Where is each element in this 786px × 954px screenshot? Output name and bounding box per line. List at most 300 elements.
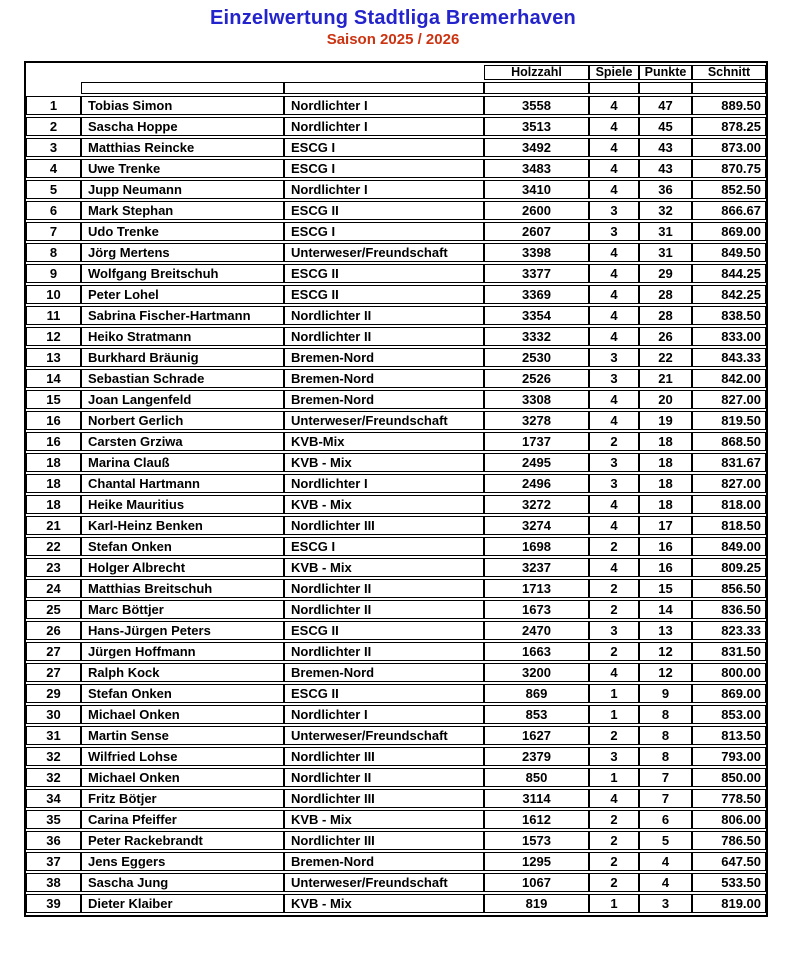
table-row [26, 138, 766, 157]
table-row [26, 810, 766, 829]
header-row-labels [26, 65, 766, 80]
holzzahl-cell: 2496 [484, 474, 589, 493]
team-cell: Nordlichter I [284, 117, 484, 136]
team-cell: Bremen-Nord [284, 369, 484, 388]
spiele-cell: 2 [589, 873, 639, 892]
punkte-cell: 18 [639, 474, 692, 493]
holzzahl-cell: 3369 [484, 285, 589, 304]
team-cell: ESCG II [284, 621, 484, 640]
punkte-cell: 28 [639, 306, 692, 325]
schnitt-cell: 849.00 [692, 537, 766, 556]
table-row [26, 537, 766, 556]
team-cell: Nordlichter I [284, 96, 484, 115]
punkte-cell: 4 [639, 873, 692, 892]
punkte-cell: 4 [639, 852, 692, 871]
rank-cell: 3 [26, 138, 81, 157]
spiele-cell: 4 [589, 663, 639, 682]
punkte-cell: 19 [639, 411, 692, 430]
player-name-cell: Michael Onken [81, 768, 284, 787]
rank-cell: 35 [26, 810, 81, 829]
table-row [26, 453, 766, 472]
player-name-cell: Carsten Grziwa [81, 432, 284, 451]
holzzahl-cell: 3308 [484, 390, 589, 409]
player-name-cell: Peter Rackebrandt [81, 831, 284, 850]
table-row [26, 495, 766, 514]
team-cell: Nordlichter III [284, 516, 484, 535]
table-row [26, 600, 766, 619]
rank-cell: 27 [26, 642, 81, 661]
rank-cell: 13 [26, 348, 81, 367]
rank-cell: 18 [26, 474, 81, 493]
punkte-cell: 22 [639, 348, 692, 367]
team-cell: Bremen-Nord [284, 663, 484, 682]
holzzahl-cell: 3237 [484, 558, 589, 577]
player-name-cell: Sascha Hoppe [81, 117, 284, 136]
holzzahl-cell: 2600 [484, 201, 589, 220]
rank-cell: 36 [26, 831, 81, 850]
punkte-cell: 47 [639, 96, 692, 115]
spiele-cell: 3 [589, 453, 639, 472]
rank-cell: 32 [26, 768, 81, 787]
team-cell: Nordlichter II [284, 306, 484, 325]
team-cell: Unterweser/Freundschaft [284, 726, 484, 745]
team-cell: KVB - Mix [284, 453, 484, 472]
spiele-cell: 2 [589, 642, 639, 661]
spiele-cell: 4 [589, 411, 639, 430]
table-row [26, 327, 766, 346]
punkte-cell: 8 [639, 726, 692, 745]
table-row [26, 894, 766, 913]
spiele-cell: 1 [589, 684, 639, 703]
team-cell: ESCG II [284, 264, 484, 283]
team-cell: ESCG II [284, 201, 484, 220]
table-row [26, 264, 766, 283]
holzzahl-cell: 2379 [484, 747, 589, 766]
schnitt-cell: 778.50 [692, 789, 766, 808]
player-name-cell: Sebastian Schrade [81, 369, 284, 388]
punkte-cell: 12 [639, 663, 692, 682]
holzzahl-cell: 3513 [484, 117, 589, 136]
table-row [26, 222, 766, 241]
player-name-cell: Sabrina Fischer-Hartmann [81, 306, 284, 325]
holzzahl-cell: 1627 [484, 726, 589, 745]
holzzahl-cell: 2495 [484, 453, 589, 472]
schnitt-cell: 806.00 [692, 810, 766, 829]
table-row [26, 201, 766, 220]
ranking-table [24, 61, 768, 917]
punkte-cell: 15 [639, 579, 692, 598]
schnitt-cell: 878.25 [692, 117, 766, 136]
player-name-cell: Holger Albrecht [81, 558, 284, 577]
player-name-cell: Sascha Jung [81, 873, 284, 892]
team-cell: Nordlichter II [284, 768, 484, 787]
schnitt-cell: 813.50 [692, 726, 766, 745]
player-name-cell: Matthias Reincke [81, 138, 284, 157]
rank-cell: 27 [26, 663, 81, 682]
player-name-cell: Jupp Neumann [81, 180, 284, 199]
holzzahl-cell: 1067 [484, 873, 589, 892]
punkte-cell: 7 [639, 768, 692, 787]
table-row [26, 663, 766, 682]
schnitt-cell: 889.50 [692, 96, 766, 115]
punkte-cell: 16 [639, 537, 692, 556]
empty-punkte-header-cell [639, 82, 692, 94]
rank-cell: 16 [26, 411, 81, 430]
player-name-cell: Michael Onken [81, 705, 284, 724]
punkte-cell: 13 [639, 621, 692, 640]
team-cell: KVB - Mix [284, 495, 484, 514]
schnitt-cell: 819.00 [692, 894, 766, 913]
schnitt-cell: 793.00 [692, 747, 766, 766]
schnitt-cell: 869.00 [692, 684, 766, 703]
spiele-cell: 4 [589, 285, 639, 304]
player-name-cell: Udo Trenke [81, 222, 284, 241]
rank-cell: 22 [26, 537, 81, 556]
punkte-cell: 18 [639, 453, 692, 472]
team-cell: ESCG I [284, 222, 484, 241]
spiele-cell: 3 [589, 222, 639, 241]
punkte-cell: 12 [639, 642, 692, 661]
schnitt-cell: 818.50 [692, 516, 766, 535]
player-name-cell: Stefan Onken [81, 684, 284, 703]
column-header-holzzahl: Holzzahl [484, 65, 589, 80]
schnitt-cell: 533.50 [692, 873, 766, 892]
rank-cell: 15 [26, 390, 81, 409]
schnitt-cell: 800.00 [692, 663, 766, 682]
schnitt-cell: 842.25 [692, 285, 766, 304]
team-cell: Nordlichter I [284, 474, 484, 493]
team-cell: KVB - Mix [284, 810, 484, 829]
schnitt-cell: 823.33 [692, 621, 766, 640]
player-name-cell: Uwe Trenke [81, 159, 284, 178]
team-cell: Bremen-Nord [284, 852, 484, 871]
schnitt-cell: 873.00 [692, 138, 766, 157]
team-cell: ESCG II [284, 285, 484, 304]
rank-cell: 23 [26, 558, 81, 577]
holzzahl-cell: 819 [484, 894, 589, 913]
punkte-cell: 6 [639, 810, 692, 829]
holzzahl-cell: 3114 [484, 789, 589, 808]
rank-cell: 6 [26, 201, 81, 220]
player-name-cell: Heiko Stratmann [81, 327, 284, 346]
table-row [26, 474, 766, 493]
punkte-cell: 16 [639, 558, 692, 577]
table-row [26, 768, 766, 787]
holzzahl-cell: 3200 [484, 663, 589, 682]
player-name-cell: Peter Lohel [81, 285, 284, 304]
rank-cell: 7 [26, 222, 81, 241]
rank-cell: 18 [26, 453, 81, 472]
table-row [26, 747, 766, 766]
table-row [26, 243, 766, 262]
rank-cell: 5 [26, 180, 81, 199]
table-row [26, 579, 766, 598]
holzzahl-cell: 3410 [484, 180, 589, 199]
punkte-cell: 14 [639, 600, 692, 619]
spiele-cell: 4 [589, 117, 639, 136]
rank-cell: 16 [26, 432, 81, 451]
punkte-cell: 32 [639, 201, 692, 220]
player-name-cell: Martin Sense [81, 726, 284, 745]
table-row [26, 516, 766, 535]
spiele-cell: 4 [589, 306, 639, 325]
rank-cell: 39 [26, 894, 81, 913]
schnitt-cell: 836.50 [692, 600, 766, 619]
spiele-cell: 1 [589, 894, 639, 913]
spiele-cell: 2 [589, 726, 639, 745]
rank-cell: 1 [26, 96, 81, 115]
rank-cell: 21 [26, 516, 81, 535]
holzzahl-cell: 869 [484, 684, 589, 703]
team-cell: Nordlichter III [284, 789, 484, 808]
spiele-cell: 3 [589, 201, 639, 220]
page-title: Einzelwertung Stadtliga Bremerhaven [210, 7, 576, 29]
holzzahl-cell: 1713 [484, 579, 589, 598]
schnitt-cell: 869.00 [692, 222, 766, 241]
player-name-cell: Norbert Gerlich [81, 411, 284, 430]
table-row [26, 390, 766, 409]
empty-spiele-header-cell [589, 82, 639, 94]
player-name-cell: Karl-Heinz Benken [81, 516, 284, 535]
punkte-cell: 20 [639, 390, 692, 409]
player-name-cell: Fritz Bötjer [81, 789, 284, 808]
player-name-cell: Dieter Klaiber [81, 894, 284, 913]
team-cell: Unterweser/Freundschaft [284, 411, 484, 430]
schnitt-cell: 809.25 [692, 558, 766, 577]
punkte-cell: 18 [639, 432, 692, 451]
punkte-cell: 26 [639, 327, 692, 346]
schnitt-cell: 843.33 [692, 348, 766, 367]
holzzahl-cell: 1663 [484, 642, 589, 661]
player-name-cell: Jens Eggers [81, 852, 284, 871]
holzzahl-cell: 1737 [484, 432, 589, 451]
holzzahl-cell: 1573 [484, 831, 589, 850]
team-cell: KVB - Mix [284, 558, 484, 577]
rank-cell: 12 [26, 327, 81, 346]
spiele-cell: 2 [589, 810, 639, 829]
schnitt-cell: 818.00 [692, 495, 766, 514]
rank-cell: 11 [26, 306, 81, 325]
punkte-cell: 3 [639, 894, 692, 913]
spiele-cell: 3 [589, 369, 639, 388]
schnitt-cell: 850.00 [692, 768, 766, 787]
holzzahl-cell: 3278 [484, 411, 589, 430]
team-cell: Nordlichter III [284, 831, 484, 850]
team-cell: KVB - Mix [284, 894, 484, 913]
punkte-cell: 31 [639, 243, 692, 262]
schnitt-cell: 827.00 [692, 474, 766, 493]
team-cell: ESCG I [284, 159, 484, 178]
schnitt-cell: 831.50 [692, 642, 766, 661]
schnitt-cell: 866.67 [692, 201, 766, 220]
table-row [26, 432, 766, 451]
schnitt-cell: 842.00 [692, 369, 766, 388]
holzzahl-cell: 2526 [484, 369, 589, 388]
table-row [26, 369, 766, 388]
schnitt-cell: 852.50 [692, 180, 766, 199]
schnitt-cell: 827.00 [692, 390, 766, 409]
table-row [26, 831, 766, 850]
table-row [26, 852, 766, 871]
table-row [26, 642, 766, 661]
team-cell: ESCG I [284, 537, 484, 556]
player-name-cell: Wolfgang Breitschuh [81, 264, 284, 283]
rank-cell: 24 [26, 579, 81, 598]
player-name-cell: Wilfried Lohse [81, 747, 284, 766]
schnitt-cell: 849.50 [692, 243, 766, 262]
holzzahl-cell: 3272 [484, 495, 589, 514]
player-name-cell: Tobias Simon [81, 96, 284, 115]
team-cell: Nordlichter I [284, 180, 484, 199]
empty-rank-header-cell [26, 82, 81, 94]
team-cell: ESCG I [284, 138, 484, 157]
player-name-cell: Carina Pfeiffer [81, 810, 284, 829]
empty-team-header-cell [284, 82, 484, 94]
table-row [26, 789, 766, 808]
holzzahl-cell: 3377 [484, 264, 589, 283]
holzzahl-cell: 1295 [484, 852, 589, 871]
table-row [26, 306, 766, 325]
rank-cell: 32 [26, 747, 81, 766]
player-name-cell: Burkhard Bräunig [81, 348, 284, 367]
header-spacer-cell [26, 65, 484, 80]
schnitt-cell: 838.50 [692, 306, 766, 325]
rank-cell: 14 [26, 369, 81, 388]
player-name-cell: Matthias Breitschuh [81, 579, 284, 598]
punkte-cell: 17 [639, 516, 692, 535]
table-row [26, 621, 766, 640]
table-row [26, 558, 766, 577]
punkte-cell: 36 [639, 180, 692, 199]
rank-cell: 10 [26, 285, 81, 304]
punkte-cell: 5 [639, 831, 692, 850]
rank-cell: 38 [26, 873, 81, 892]
punkte-cell: 21 [639, 369, 692, 388]
spiele-cell: 3 [589, 474, 639, 493]
player-name-cell: Marc Böttjer [81, 600, 284, 619]
spiele-cell: 1 [589, 705, 639, 724]
schnitt-cell: 853.00 [692, 705, 766, 724]
spiele-cell: 3 [589, 348, 639, 367]
rank-cell: 25 [26, 600, 81, 619]
rank-cell: 18 [26, 495, 81, 514]
rank-cell: 34 [26, 789, 81, 808]
rank-cell: 31 [26, 726, 81, 745]
holzzahl-cell: 3483 [484, 159, 589, 178]
punkte-cell: 8 [639, 747, 692, 766]
player-name-cell: Joan Langenfeld [81, 390, 284, 409]
spiele-cell: 4 [589, 327, 639, 346]
punkte-cell: 43 [639, 138, 692, 157]
holzzahl-cell: 2607 [484, 222, 589, 241]
spiele-cell: 4 [589, 495, 639, 514]
table-row [26, 348, 766, 367]
schnitt-cell: 819.50 [692, 411, 766, 430]
spiele-cell: 4 [589, 390, 639, 409]
punkte-cell: 31 [639, 222, 692, 241]
header-row-empty [26, 82, 766, 94]
rank-cell: 26 [26, 621, 81, 640]
player-name-cell: Heike Mauritius [81, 495, 284, 514]
holzzahl-cell: 853 [484, 705, 589, 724]
spiele-cell: 4 [589, 558, 639, 577]
team-cell: Unterweser/Freundschaft [284, 243, 484, 262]
holzzahl-cell: 3492 [484, 138, 589, 157]
player-name-cell: Jürgen Hoffmann [81, 642, 284, 661]
player-name-cell: Hans-Jürgen Peters [81, 621, 284, 640]
spiele-cell: 2 [589, 537, 639, 556]
rank-cell: 8 [26, 243, 81, 262]
player-name-cell: Ralph Kock [81, 663, 284, 682]
punkte-cell: 43 [639, 159, 692, 178]
spiele-cell: 4 [589, 516, 639, 535]
spiele-cell: 4 [589, 96, 639, 115]
holzzahl-cell: 3558 [484, 96, 589, 115]
column-header-spiele: Spiele [589, 65, 639, 80]
schnitt-cell: 868.50 [692, 432, 766, 451]
table-row [26, 726, 766, 745]
team-cell: Nordlichter I [284, 705, 484, 724]
holzzahl-cell: 3398 [484, 243, 589, 262]
holzzahl-cell: 850 [484, 768, 589, 787]
player-name-cell: Stefan Onken [81, 537, 284, 556]
schnitt-cell: 831.67 [692, 453, 766, 472]
punkte-cell: 45 [639, 117, 692, 136]
punkte-cell: 18 [639, 495, 692, 514]
table-row [26, 96, 766, 115]
spiele-cell: 2 [589, 831, 639, 850]
spiele-cell: 4 [589, 159, 639, 178]
column-header-punkte: Punkte [639, 65, 692, 80]
spiele-cell: 3 [589, 621, 639, 640]
team-cell: Bremen-Nord [284, 348, 484, 367]
team-cell: Nordlichter II [284, 600, 484, 619]
table-row [26, 705, 766, 724]
table-row [26, 873, 766, 892]
spiele-cell: 4 [589, 264, 639, 283]
team-cell: Unterweser/Freundschaft [284, 873, 484, 892]
team-cell: Nordlichter III [284, 747, 484, 766]
spiele-cell: 3 [589, 747, 639, 766]
team-cell: Nordlichter II [284, 327, 484, 346]
holzzahl-cell: 1698 [484, 537, 589, 556]
spiele-cell: 2 [589, 579, 639, 598]
rank-cell: 29 [26, 684, 81, 703]
rank-cell: 4 [26, 159, 81, 178]
holzzahl-cell: 2530 [484, 348, 589, 367]
team-cell: ESCG II [284, 684, 484, 703]
holzzahl-cell: 3354 [484, 306, 589, 325]
rank-cell: 2 [26, 117, 81, 136]
table-row [26, 159, 766, 178]
spiele-cell: 2 [589, 600, 639, 619]
holzzahl-cell: 3332 [484, 327, 589, 346]
ranking-rows [26, 96, 766, 913]
schnitt-cell: 856.50 [692, 579, 766, 598]
table-row [26, 684, 766, 703]
rank-cell: 30 [26, 705, 81, 724]
player-name-cell: Mark Stephan [81, 201, 284, 220]
holzzahl-cell: 1612 [484, 810, 589, 829]
player-name-cell: Jörg Mertens [81, 243, 284, 262]
spiele-cell: 2 [589, 852, 639, 871]
punkte-cell: 9 [639, 684, 692, 703]
holzzahl-cell: 3274 [484, 516, 589, 535]
empty-holzzahl-header-cell [484, 82, 589, 94]
spiele-cell: 4 [589, 180, 639, 199]
rank-cell: 37 [26, 852, 81, 871]
empty-name-header-cell [81, 82, 284, 94]
